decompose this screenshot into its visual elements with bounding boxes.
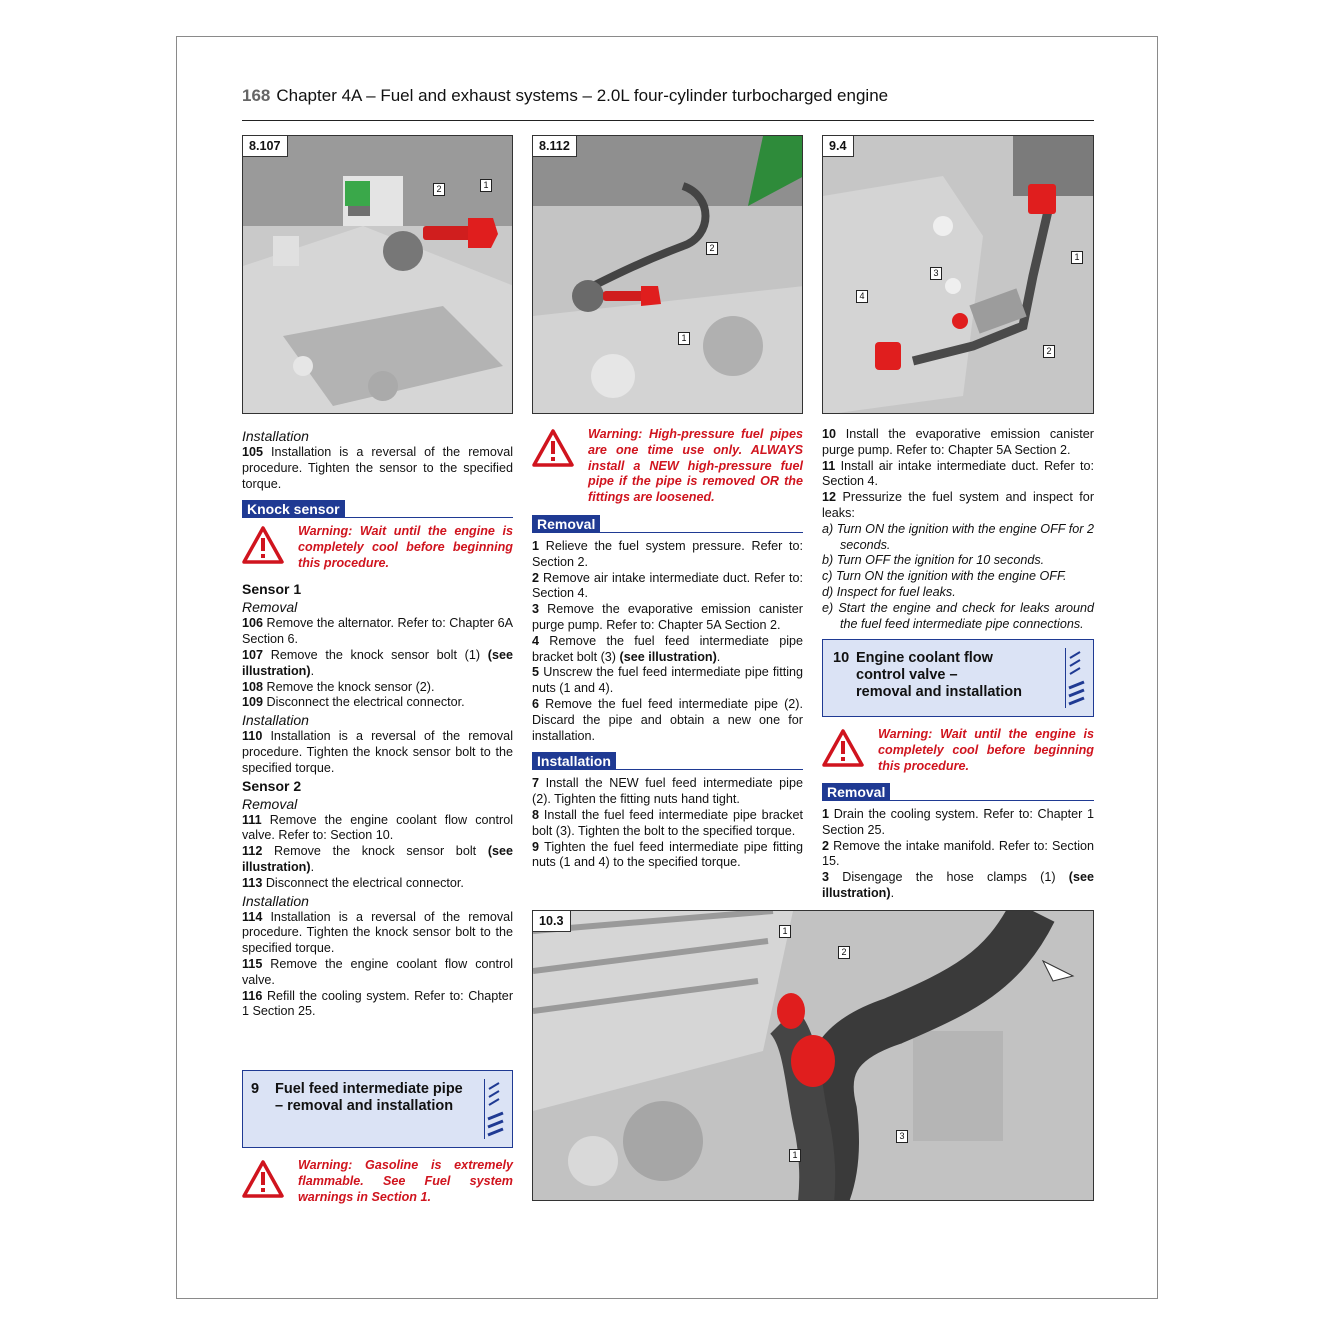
figure-8-112 xyxy=(532,135,803,414)
section-10-box xyxy=(822,639,1094,717)
step-11: 11 Install air intake intermediate duct. Refer to: Section 4. xyxy=(822,458,1095,489)
substep-b: b) Turn OFF the ignition for 10 seconds. xyxy=(822,553,1045,568)
section-title-line1: Fuel feed intermediate pipe xyxy=(275,1081,463,1097)
callout: 2 xyxy=(838,946,850,959)
substep-c: c) Turn ON the ignition with the engine OFF. xyxy=(822,569,1067,584)
column-middle xyxy=(532,421,803,871)
subheading-sensor-1: Sensor 1 xyxy=(242,581,302,598)
removal-heading-bar xyxy=(532,515,803,533)
section-number: 9 xyxy=(251,1081,260,1097)
callout: 2 xyxy=(1043,345,1055,358)
step-106: 106 Remove the alternator. Refer to: Chapter 6A Section 6. xyxy=(242,616,513,647)
step-2: 2 Remove air intake intermediate duct. Refer to: Section 4. xyxy=(532,570,803,601)
tools-icon-panel xyxy=(1065,648,1088,708)
step-114: 114 Installation is a reversal of the removal procedure. Tighten the knock sensor bolt to the specified torque. xyxy=(242,909,513,956)
engine-illustration-knock-sensor xyxy=(243,136,513,414)
page-title: Chapter 4A – Fuel and exhaust systems – 2.0L four-cylinder turbocharged engine xyxy=(276,86,889,105)
step-111: 111 Remove the engine coolant flow control valve. Refer to: Section 10. xyxy=(242,812,513,843)
substep-a: a) Turn ON the ignition with the engine OFF for 2 seconds. xyxy=(822,521,1094,552)
step-1: 1 Relieve the fuel system pressure. Refer to: Section 2. xyxy=(532,539,804,569)
section-number: 10 xyxy=(833,650,850,666)
step-109: 109 Disconnect the electrical connector. xyxy=(242,695,465,710)
step-10: 10 Install the evaporative emission canister purge pump. Refer to: Chapter 5A Section 2. xyxy=(822,427,1094,457)
warning-triangle-icon xyxy=(242,526,284,564)
figure-label: 8.107 xyxy=(243,136,288,157)
subheading-removal: Removal xyxy=(242,599,298,616)
warning-block xyxy=(822,727,1094,777)
callout: 1 xyxy=(678,332,690,345)
warning-block xyxy=(532,427,803,507)
step-9: 9 Tighten the fuel feed intermediate pipe fitting nuts (1 and 4) to the specified torque. xyxy=(532,839,803,870)
warning-text: Warning: Wait until the engine is completely cool before beginning this procedure. xyxy=(878,727,1094,773)
column-right-lower xyxy=(822,721,1094,902)
step-6: 6 Remove the fuel feed intermediate pipe (2). Discard the pipe and obtain a new one for installation. xyxy=(532,696,803,743)
warning-text: Warning: Gasoline is extremely flammable. See Fuel system warnings in Section 1. xyxy=(298,1158,513,1204)
figure-label: 9.4 xyxy=(823,136,854,157)
step-116: 116 Refill the cooling system. Refer to: Chapter 1 Section 25. xyxy=(242,988,514,1019)
warning-block xyxy=(242,524,513,574)
callout: 1 xyxy=(480,179,492,192)
step-1: 1 Drain the cooling system. Refer to: Chapter 1 Section 25. xyxy=(822,807,1094,837)
section-heading-knock-sensor: Knock sensor xyxy=(242,500,345,518)
page-header xyxy=(242,86,1094,121)
subheading-installation: Installation xyxy=(242,428,309,444)
engine-illustration-fuel-pipe-bracket xyxy=(533,136,803,414)
step-3: 3 Disengage the hose clamps (1) (see illustration). xyxy=(822,870,1095,900)
column-right xyxy=(822,427,1094,632)
substep-d: d) Inspect for fuel leaks. xyxy=(822,584,956,599)
figure-label: 10.3 xyxy=(533,911,571,932)
installation-heading-bar xyxy=(532,752,803,770)
figure-9-4 xyxy=(822,135,1094,414)
substep-e: e) Start the engine and check for leaks around the fuel feed intermediate pipe connections. xyxy=(822,600,1094,631)
section-9-box xyxy=(242,1070,513,1148)
step-108: 108 Remove the knock sensor (2). xyxy=(242,679,435,694)
subheading-installation: Installation xyxy=(242,712,309,729)
engine-illustration-coolant-valve xyxy=(533,911,1094,1201)
section-heading-installation: Installation xyxy=(532,752,616,770)
step-5: 5 Unscrew the fuel feed intermediate pipe fitting nuts (1 and 4). xyxy=(532,665,804,696)
subheading-installation: Installation xyxy=(242,892,309,909)
removal-heading-bar xyxy=(822,783,1094,801)
step-113: 113 Disconnect the electrical connector. xyxy=(242,875,464,890)
figure-10-3 xyxy=(532,910,1094,1201)
warning-text: Warning: Wait until the engine is completely cool before beginning this procedure. xyxy=(298,524,513,570)
section-title-line1: Engine coolant flow xyxy=(856,650,993,666)
figure-8-107 xyxy=(242,135,513,414)
tools-icon-panel xyxy=(484,1079,507,1139)
callout: 1 xyxy=(779,925,791,938)
tools-icon xyxy=(1066,648,1088,708)
subheading-sensor-2: Sensor 2 xyxy=(242,777,302,794)
step-110: 110 Installation is a reversal of the removal procedure. Tighten the knock sensor bolt to the specified torque. xyxy=(242,729,513,775)
subheading-removal: Removal xyxy=(242,795,298,812)
warning-triangle-icon xyxy=(822,729,864,767)
tools-icon xyxy=(485,1079,507,1139)
callout: 1 xyxy=(1071,251,1083,264)
callout: 3 xyxy=(896,1130,908,1143)
step-112: 112 Remove the knock sensor bolt (see illustration). xyxy=(242,844,514,874)
step-2: 2 Remove the intake manifold. Refer to: Section 15. xyxy=(822,838,1095,869)
figure-label: 8.112 xyxy=(533,136,577,157)
step-115: 115 Remove the engine coolant flow control valve. xyxy=(242,956,514,987)
section-heading-removal: Removal xyxy=(532,515,600,533)
engine-illustration-fuel-feed-pipe xyxy=(823,136,1094,414)
callout: 3 xyxy=(930,267,942,280)
section-title-line3: removal and installation xyxy=(856,684,1022,700)
step-107: 107 Remove the knock sensor bolt (1) (see illustration). xyxy=(242,647,514,678)
warning-gasoline xyxy=(242,1152,513,1214)
callout: 2 xyxy=(706,242,718,255)
knock-sensor-heading-bar xyxy=(242,500,513,518)
step-8: 8 Install the fuel feed intermediate pipe bracket bolt (3). Tighten the bolt to the specified torque. xyxy=(532,807,803,838)
step-4: 4 Remove the fuel feed intermediate pipe bracket bolt (3) (see illustration). xyxy=(532,633,804,664)
step-7: 7 Install the NEW fuel feed intermediate pipe (2). Tighten the fitting nuts hand tight. xyxy=(532,776,803,807)
column-left xyxy=(242,427,513,1020)
step-12: 12 Pressurize the fuel system and inspect for leaks: xyxy=(822,490,1095,520)
step-105: 105 Installation is a reversal of the removal procedure. Tighten the sensor to the specified torque. xyxy=(242,445,513,491)
warning-text: Warning: High-pressure fuel pipes are one time use only. ALWAYS install a NEW high-pressure fuel pipe if the pipe is removed OR the fittings are loosened. xyxy=(588,427,803,505)
section-title-line2: – removal and installation xyxy=(275,1098,454,1114)
callout: 4 xyxy=(856,290,868,303)
step-3: 3 Remove the evaporative emission canister purge pump. Refer to: Chapter 5A Section 2. xyxy=(532,602,804,632)
warning-block xyxy=(242,1158,513,1208)
warning-triangle-icon xyxy=(532,429,574,467)
section-heading-removal: Removal xyxy=(822,783,890,801)
callout: 2 xyxy=(433,183,445,196)
section-title-line2: control valve – xyxy=(856,667,958,683)
callout: 1 xyxy=(789,1149,801,1162)
page-number: 168 xyxy=(242,86,271,105)
warning-triangle-icon xyxy=(242,1160,284,1198)
